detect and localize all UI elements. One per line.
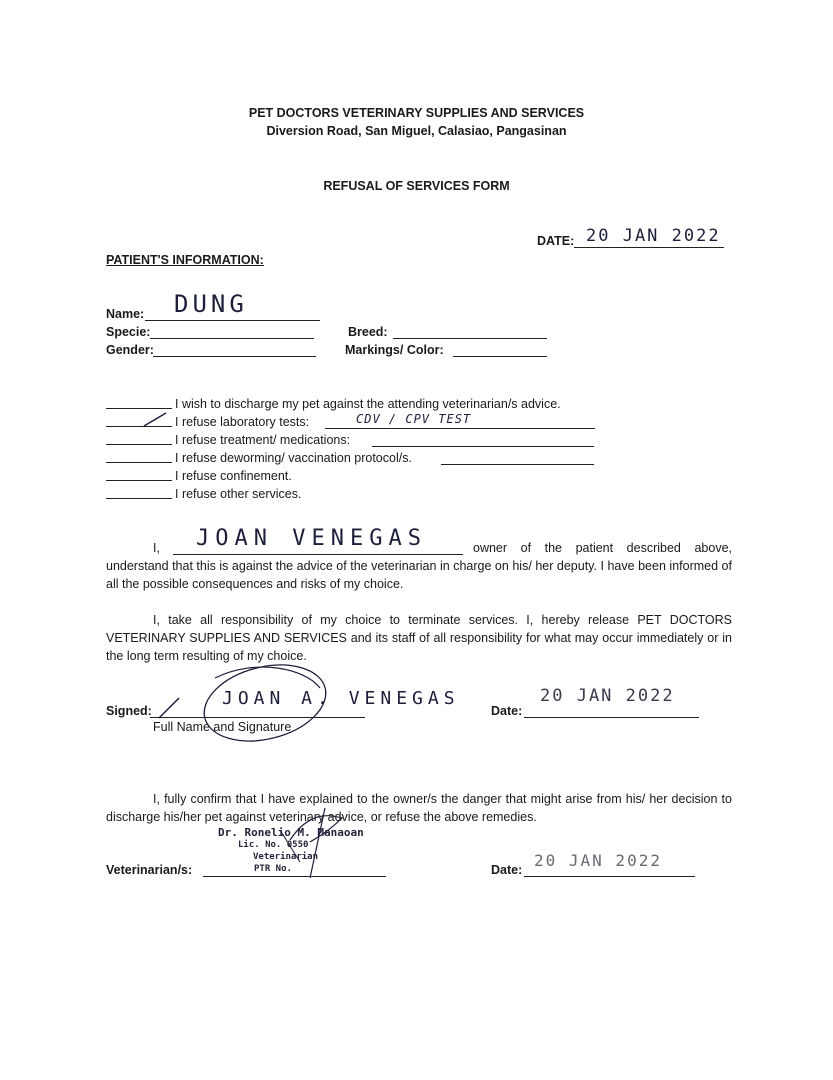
vet-date-line <box>524 876 695 877</box>
breed-label: Breed: <box>348 325 388 339</box>
signature-date-value: 20 JAN 2022 <box>540 686 675 706</box>
company-name: PET DOCTORS VETERINARY SUPPLIES AND SERVICES <box>248 106 585 120</box>
markings-label: Markings/ Color: <box>345 343 444 357</box>
veterinarian-line <box>203 876 386 877</box>
release-statement: I, take all responsibility of my choice to terminate services. I, hereby release PET DOCTORS VETERINARY SUPPLIES AND SERVICES and its staff of all responsibility for what may occur immediately or in the long term resulting of my choice. <box>106 613 732 663</box>
signature-value: JOAN A. VENEGAS <box>222 688 460 709</box>
name-label: Name: <box>106 307 145 321</box>
deworming-line <box>441 464 594 465</box>
vet-date-value: 20 JAN 2022 <box>534 851 662 870</box>
specie-label: Specie: <box>106 325 151 339</box>
signed-label: Signed: <box>106 704 152 718</box>
lab-tests-line <box>325 428 595 429</box>
checkmark-icon <box>140 410 170 430</box>
owner-name-value: JOAN VENEGAS <box>196 526 427 551</box>
option-blank <box>106 462 172 463</box>
owner-prefix: I, <box>153 541 160 555</box>
owner-statement-line1: owner of the patient described above, <box>473 541 732 555</box>
gender-line <box>153 356 316 357</box>
option-discharge: I wish to discharge my pet against the attending veterinarian/s advice. <box>106 397 561 411</box>
owner-statement-text: understand that this is against the advice of the veterinarian in charge on his/ her deputy. I have been informed of all the possible consequences and risks of my choice. <box>106 559 732 591</box>
date-value: 20 JAN 2022 <box>586 226 721 246</box>
name-line <box>145 320 320 321</box>
markings-line <box>453 356 547 357</box>
vet-stamp-ptr: PTR No. <box>254 864 292 874</box>
option-lab-tests: I refuse laboratory tests: <box>106 415 309 429</box>
vet-date-label: Date: <box>491 863 523 877</box>
vet-statement: I, fully confirm that I have explained to the owner/s the danger that might arise from his/ her decision to discharge his/her pet against veterinary advice, or refuse the above remedies. <box>106 792 732 824</box>
option-blank <box>106 480 172 481</box>
breed-line <box>393 338 547 339</box>
signature-date-line <box>524 717 699 718</box>
name-value: DUNG <box>174 290 248 318</box>
option-blank <box>106 498 172 499</box>
specie-line <box>150 338 314 339</box>
company-address: Diversion Road, San Miguel, Calasiao, Pangasinan <box>266 124 567 138</box>
veterinarian-label: Veterinarian/s: <box>106 863 193 877</box>
owner-name-line <box>173 554 463 555</box>
vet-stamp-license: Lic. No. 0550 <box>238 840 309 850</box>
gender-label: Gender: <box>106 343 154 357</box>
vet-stamp-title: Veterinarian <box>253 852 319 862</box>
date-label: DATE: <box>537 234 575 248</box>
option-treatment: I refuse treatment/ medications: <box>106 433 350 447</box>
treatment-line <box>372 446 594 447</box>
option-blank <box>106 408 172 409</box>
vet-signature-icon <box>270 800 360 880</box>
option-confinement: I refuse confinement. <box>106 469 292 483</box>
date-line <box>574 247 724 248</box>
signature-caption: Full Name and Signature <box>153 720 292 734</box>
patient-section-title: PATIENT'S INFORMATION: <box>106 253 264 267</box>
signature-date-label: Date: <box>491 704 523 718</box>
option-deworming: I refuse deworming/ vaccination protocol/s. <box>106 451 412 465</box>
form-title: REFUSAL OF SERVICES FORM <box>323 179 510 193</box>
option-blank <box>106 444 172 445</box>
lab-tests-value: CDV / CPV TEST <box>356 412 472 426</box>
vet-stamp-name: Dr. Ronelio M. Manaoan <box>218 826 364 839</box>
option-other: I refuse other services. <box>106 487 301 501</box>
